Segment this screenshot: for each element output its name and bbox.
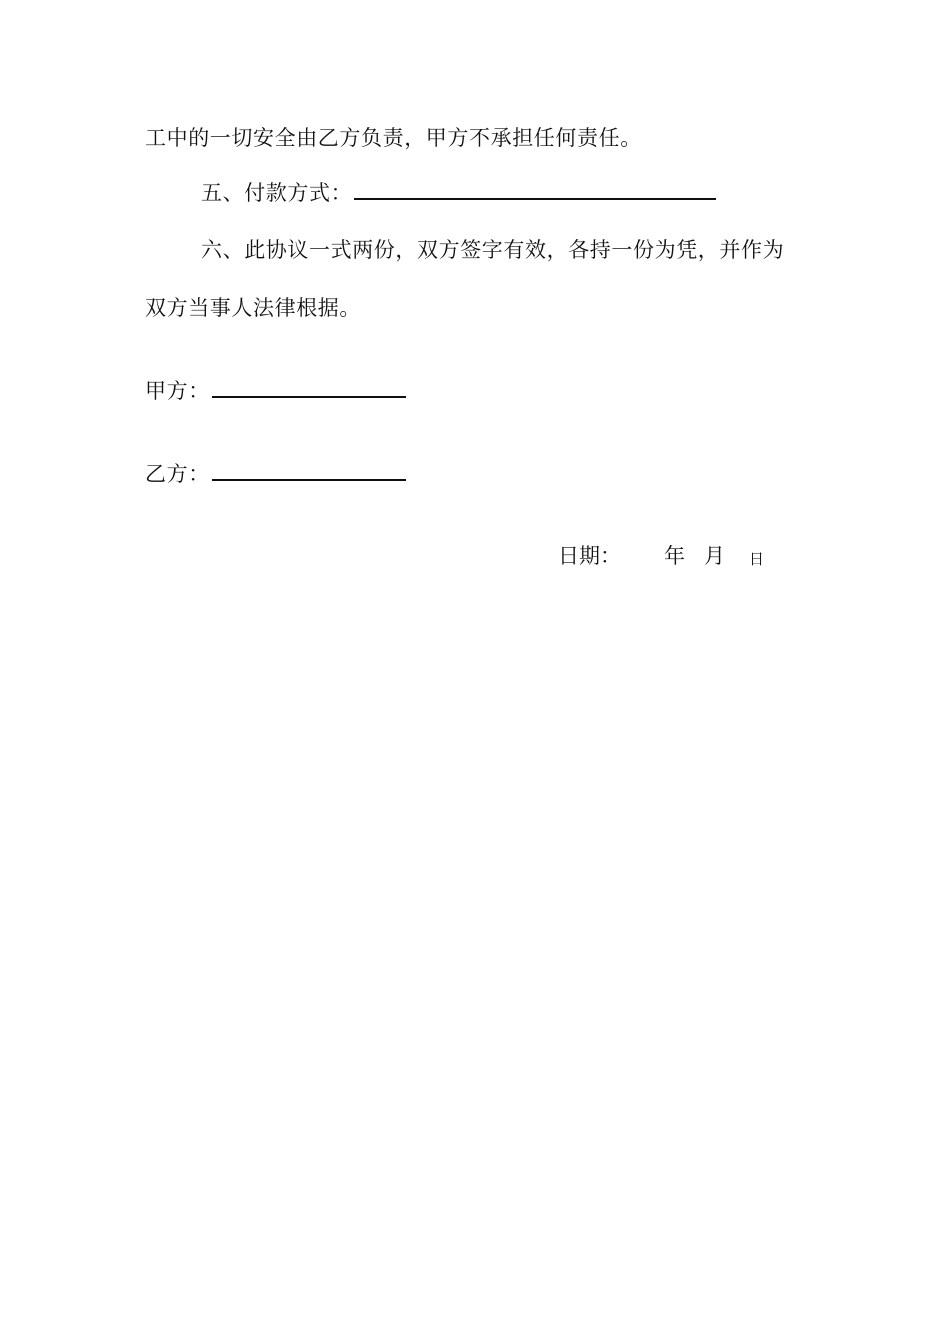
clause-six-line-1: 六、此协议一式两份，双方签字有效，各持一份为凭，并作为 <box>201 238 785 262</box>
payment-method-blank[interactable] <box>354 180 716 200</box>
party-b-row <box>145 460 406 488</box>
payment-method-label: 五、付款方式： <box>201 181 353 205</box>
party-b-label: 乙方： <box>145 462 210 486</box>
party-b-signature-blank[interactable] <box>212 461 406 481</box>
day-label: 日 <box>749 550 765 568</box>
party-a-label: 甲方： <box>145 379 210 403</box>
clause-six-line-2: 双方当事人法律根据。 <box>145 296 361 320</box>
month-label: 月 <box>704 544 725 568</box>
paragraph-continuation: 工中的一切安全由乙方负责，甲方不承担任何责任。 <box>145 126 642 150</box>
payment-method-row <box>201 179 716 207</box>
party-a-signature-blank[interactable] <box>212 378 406 398</box>
year-label: 年 <box>664 544 685 568</box>
date-label: 日期： <box>558 544 621 568</box>
party-a-row <box>145 377 406 405</box>
